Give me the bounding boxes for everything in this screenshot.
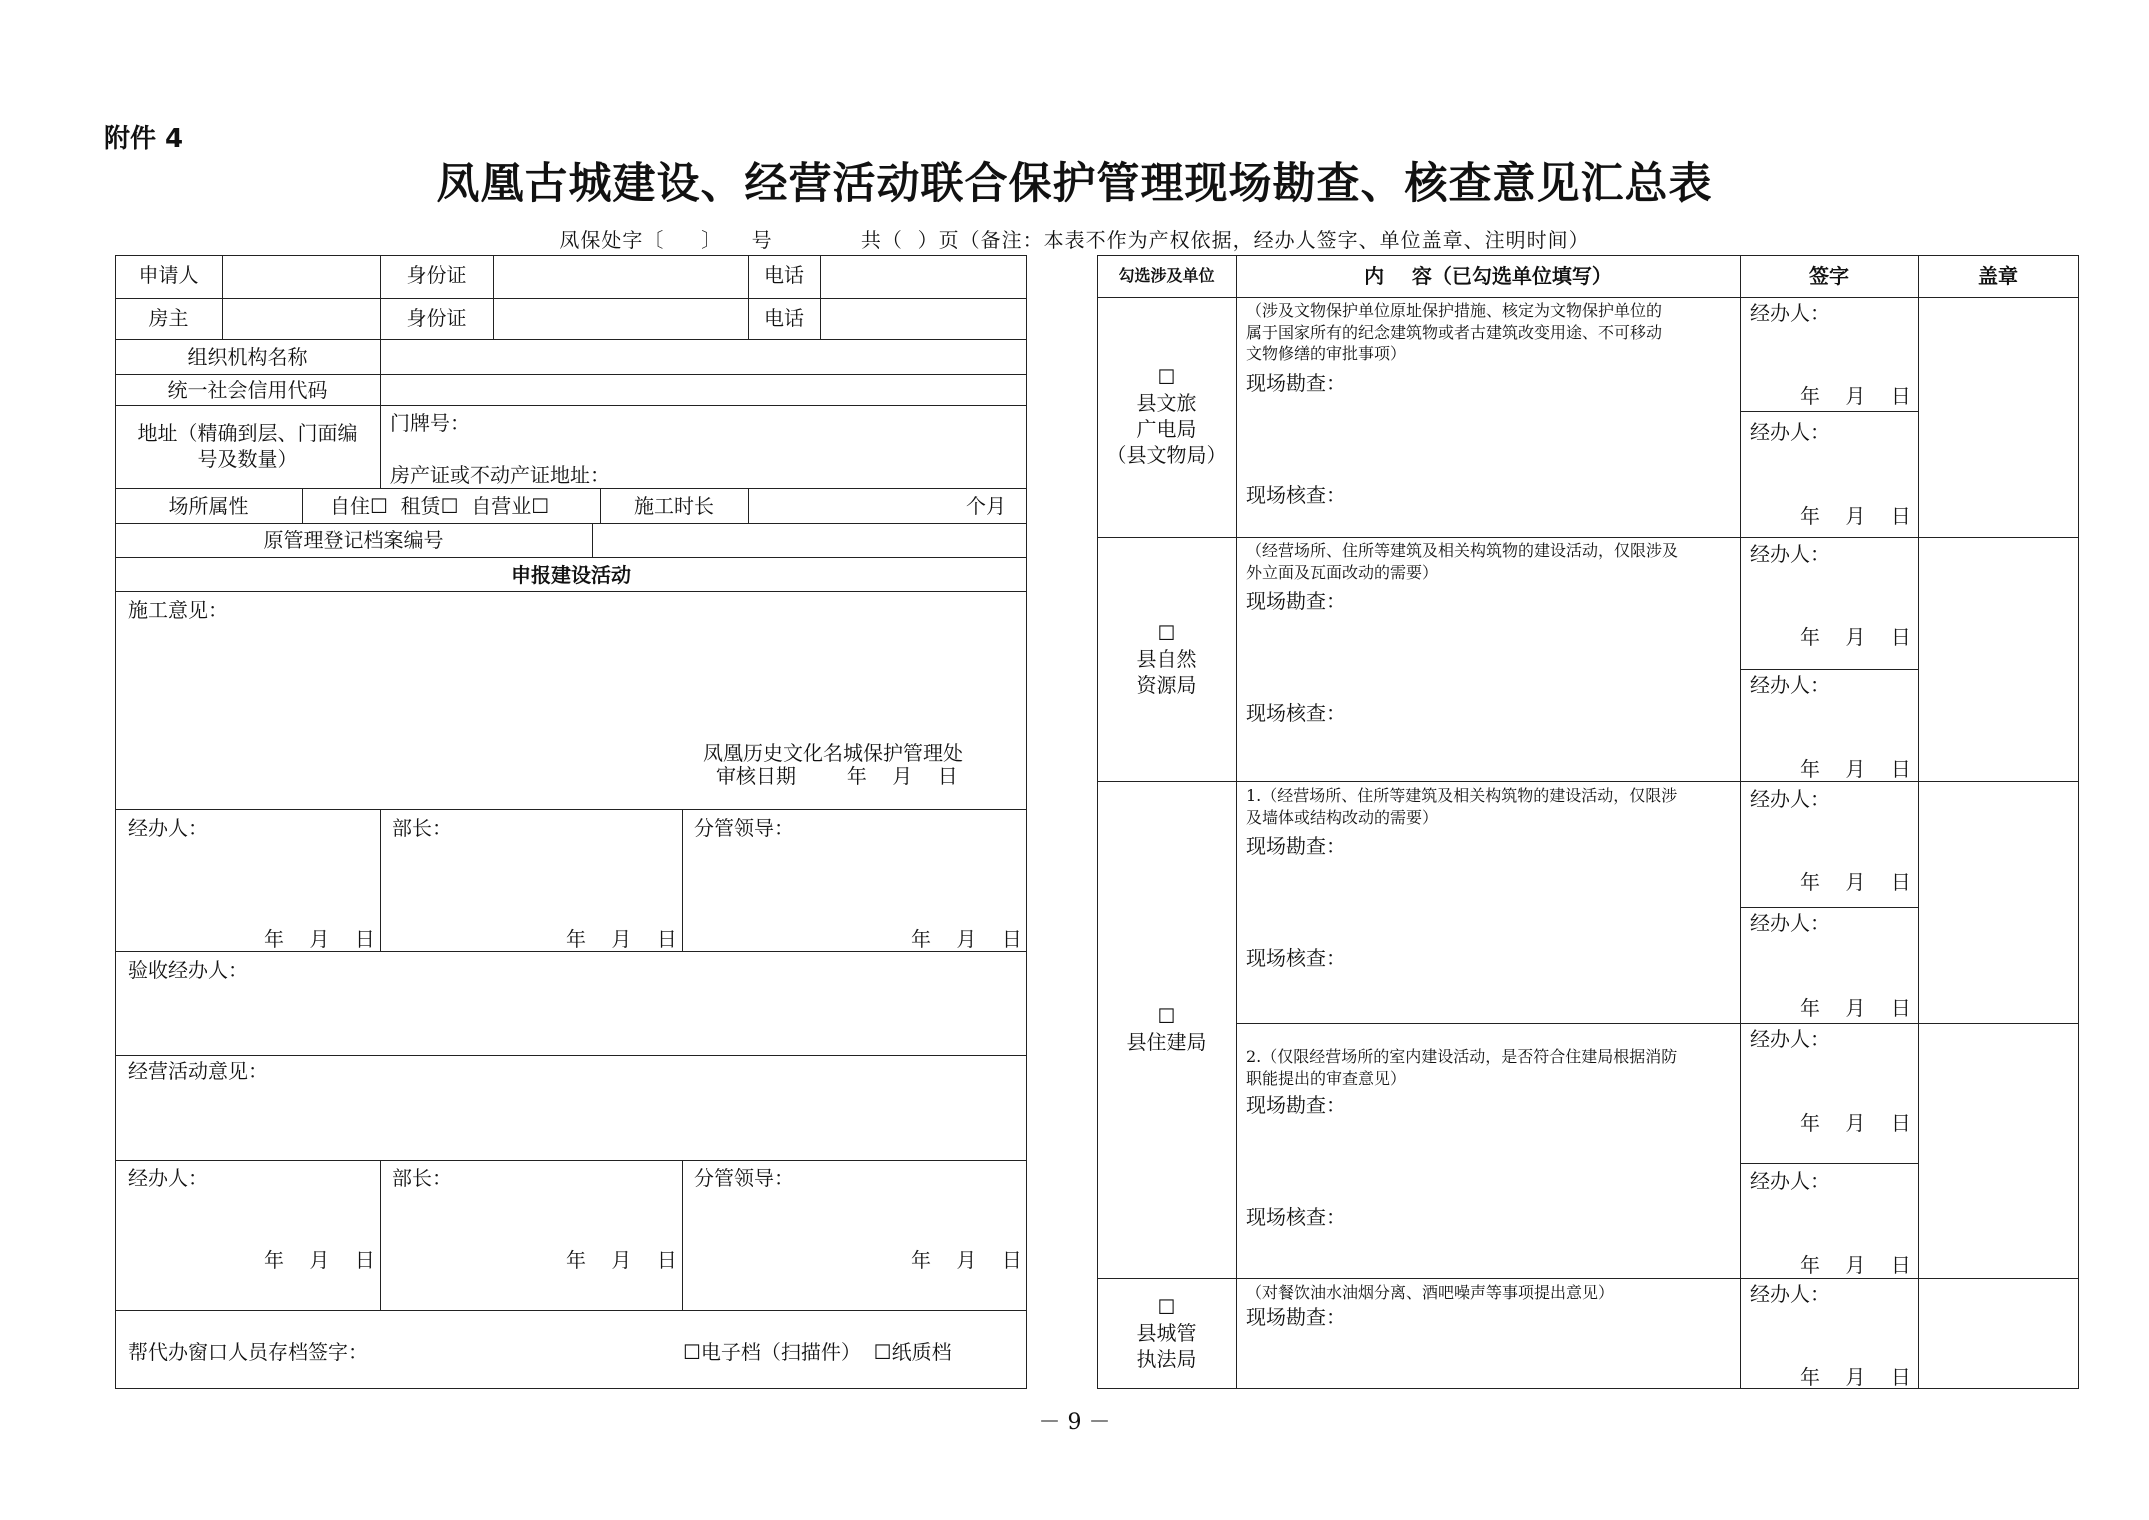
col-header-content: 内 容（已勾选单位填写）: [1364, 264, 1612, 288]
applicant-id-field[interactable]: [495, 257, 746, 296]
housing-construction-handler-3: 经办人：: [1750, 1027, 1830, 1051]
org-name-field[interactable]: [382, 341, 1024, 372]
urban-management-survey: 现场勘查：: [1246, 1305, 1346, 1329]
minister-date-2: 年 月 日: [566, 1248, 677, 1272]
unit-culture-tourism[interactable]: ☐ 县文旅 广电局 （县文物局）: [1106, 365, 1227, 467]
declare-section-heading: 申报建设活动: [511, 563, 631, 587]
natural-resources-handler-1: 经办人：: [1750, 542, 1830, 566]
door-number-label: 门牌号：: [390, 411, 470, 435]
urban-management-date: 年 月 日: [1800, 1365, 1911, 1389]
culture-tourism-handler-1: 经办人：: [1750, 301, 1830, 325]
archive-number-label: 原管理登记档案编号: [263, 528, 444, 552]
housing-construction-survey-1: 现场勘查：: [1246, 834, 1346, 858]
credit-code-field[interactable]: [382, 376, 1024, 403]
owner-phone-field[interactable]: [822, 300, 1024, 337]
natural-resources-survey: 现场勘查：: [1246, 589, 1346, 613]
premise-attr-label: 场所属性: [168, 494, 249, 518]
review-date: 审核日期 年 月 日: [716, 764, 958, 788]
housing-construction-survey-2: 现场勘查：: [1246, 1093, 1346, 1117]
unit-natural-resources[interactable]: ☐ 县自然 资源局: [1136, 621, 1197, 697]
id-card-label: 身份证: [406, 263, 467, 287]
construction-opinion-label: 施工意见：: [128, 598, 228, 622]
months-unit: 个月: [966, 494, 1006, 518]
unit-urban-management[interactable]: ☐ 县城管 执法局: [1136, 1295, 1197, 1371]
page-title: 凤凰古城建设、经营活动联合保护管理现场勘查、核查意见汇总表: [436, 159, 1713, 209]
housing-construction-date-3: 年 月 日: [1800, 1111, 1911, 1135]
minister-label-1: 部长：: [392, 816, 452, 840]
applicant-label: 申请人: [138, 263, 199, 287]
owner-field[interactable]: [224, 300, 378, 337]
housing-construction-desc-1: 1.（经营场所、住所等建筑及相关构筑物的建设活动，仅限涉 及墙体或结构改动的需要）: [1246, 786, 1678, 827]
minister-date-1: 年 月 日: [566, 927, 677, 951]
col-header-signature: 签字: [1809, 264, 1849, 288]
document-number-line: 凤保处字〔 〕 号 共（ ）页（备注：本表不作为产权依据，经办人签字、单位盖章、注明时间）: [559, 228, 1590, 252]
premise-options[interactable]: 自住☐ 租赁☐ 自营业☐: [330, 494, 550, 518]
owner-id-card-label: 身份证: [406, 306, 467, 330]
culture-tourism-handler-2: 经办人：: [1750, 420, 1830, 444]
applicant-field[interactable]: [224, 257, 378, 296]
col-header-unit: 勾选涉及单位: [1118, 266, 1215, 285]
unit-housing-construction[interactable]: ☐ 县住建局: [1126, 1004, 1207, 1054]
housing-construction-verify-2: 现场核查：: [1246, 1205, 1346, 1229]
culture-tourism-survey: 现场勘查：: [1246, 371, 1346, 395]
archive-number-field[interactable]: [594, 525, 1024, 555]
owner-label: 房主: [148, 306, 189, 330]
culture-tourism-desc: （涉及文物保护单位原址保护措施、核定为文物保护单位的 属于国家所有的纪念建筑物或者古建筑改变用途、不可移动 文物修缮的审批事项）: [1246, 301, 1663, 364]
natural-resources-date-2: 年 月 日: [1800, 757, 1911, 781]
leader-label-2: 分管领导：: [694, 1166, 794, 1190]
natural-resources-verify: 现场核查：: [1246, 701, 1346, 725]
culture-tourism-verify: 现场核查：: [1246, 483, 1346, 507]
leader-label-1: 分管领导：: [694, 816, 794, 840]
natural-resources-desc: （经营场所、住所等建筑及相关构筑物的建设活动，仅限涉及 外立面及瓦面改动的需要）: [1246, 541, 1679, 582]
housing-construction-verify-1: 现场核查：: [1246, 946, 1346, 970]
owner-id-field[interactable]: [495, 300, 746, 337]
attachment-label: 附件 4: [104, 124, 184, 154]
phone-label: 电话: [764, 263, 804, 287]
address-label: 地址（精确到层、门面编 号及数量）: [137, 421, 358, 471]
credit-code-label: 统一社会信用代码: [167, 378, 328, 402]
culture-tourism-date-1: 年 月 日: [1800, 384, 1911, 408]
housing-construction-handler-1: 经办人：: [1750, 787, 1830, 811]
org-name-label: 组织机构名称: [187, 345, 308, 369]
minister-label-2: 部长：: [392, 1166, 452, 1190]
acceptance-handler-label: 验收经办人：: [128, 958, 248, 982]
business-opinion-label: 经营活动意见：: [128, 1059, 268, 1083]
housing-construction-handler-4: 经办人：: [1750, 1169, 1830, 1193]
urban-management-handler: 经办人：: [1750, 1282, 1830, 1306]
housing-construction-handler-2: 经办人：: [1750, 911, 1830, 935]
housing-construction-desc-2: 2.（仅限经营场所的室内建设活动，是否符合住建局根据消防 职能提出的审查意见）: [1246, 1047, 1678, 1088]
culture-tourism-date-2: 年 月 日: [1800, 504, 1911, 528]
housing-construction-date-2: 年 月 日: [1800, 996, 1911, 1020]
page-number: － 9 －: [1038, 1410, 1111, 1435]
archive-type-options[interactable]: ☐电子档（扫描件） ☐纸质档: [683, 1340, 952, 1364]
archive-sign-label: 帮代办窗口人员存档签字：: [128, 1340, 368, 1364]
natural-resources-date-1: 年 月 日: [1800, 625, 1911, 649]
construction-period-label: 施工时长: [634, 494, 714, 518]
leader-date-1: 年 月 日: [911, 927, 1022, 951]
office-name: 凤凰历史文化名城保护管理处: [703, 741, 963, 765]
housing-construction-date-4: 年 月 日: [1800, 1253, 1911, 1277]
natural-resources-handler-2: 经办人：: [1750, 673, 1830, 697]
handler-label-2: 经办人：: [128, 1166, 208, 1190]
leader-date-2: 年 月 日: [911, 1248, 1022, 1272]
applicant-phone-field[interactable]: [822, 257, 1024, 296]
handler-date-1: 年 月 日: [264, 927, 375, 951]
housing-construction-date-1: 年 月 日: [1800, 870, 1911, 894]
urban-management-desc: （对餐饮油水油烟分离、酒吧噪声等事项提出意见）: [1246, 1283, 1615, 1302]
col-header-seal: 盖章: [1978, 264, 2018, 288]
handler-date-2: 年 月 日: [264, 1248, 375, 1272]
property-address-label: 房产证或不动产证地址：: [390, 463, 610, 487]
owner-phone-label: 电话: [764, 306, 804, 330]
handler-label-1: 经办人：: [128, 816, 208, 840]
